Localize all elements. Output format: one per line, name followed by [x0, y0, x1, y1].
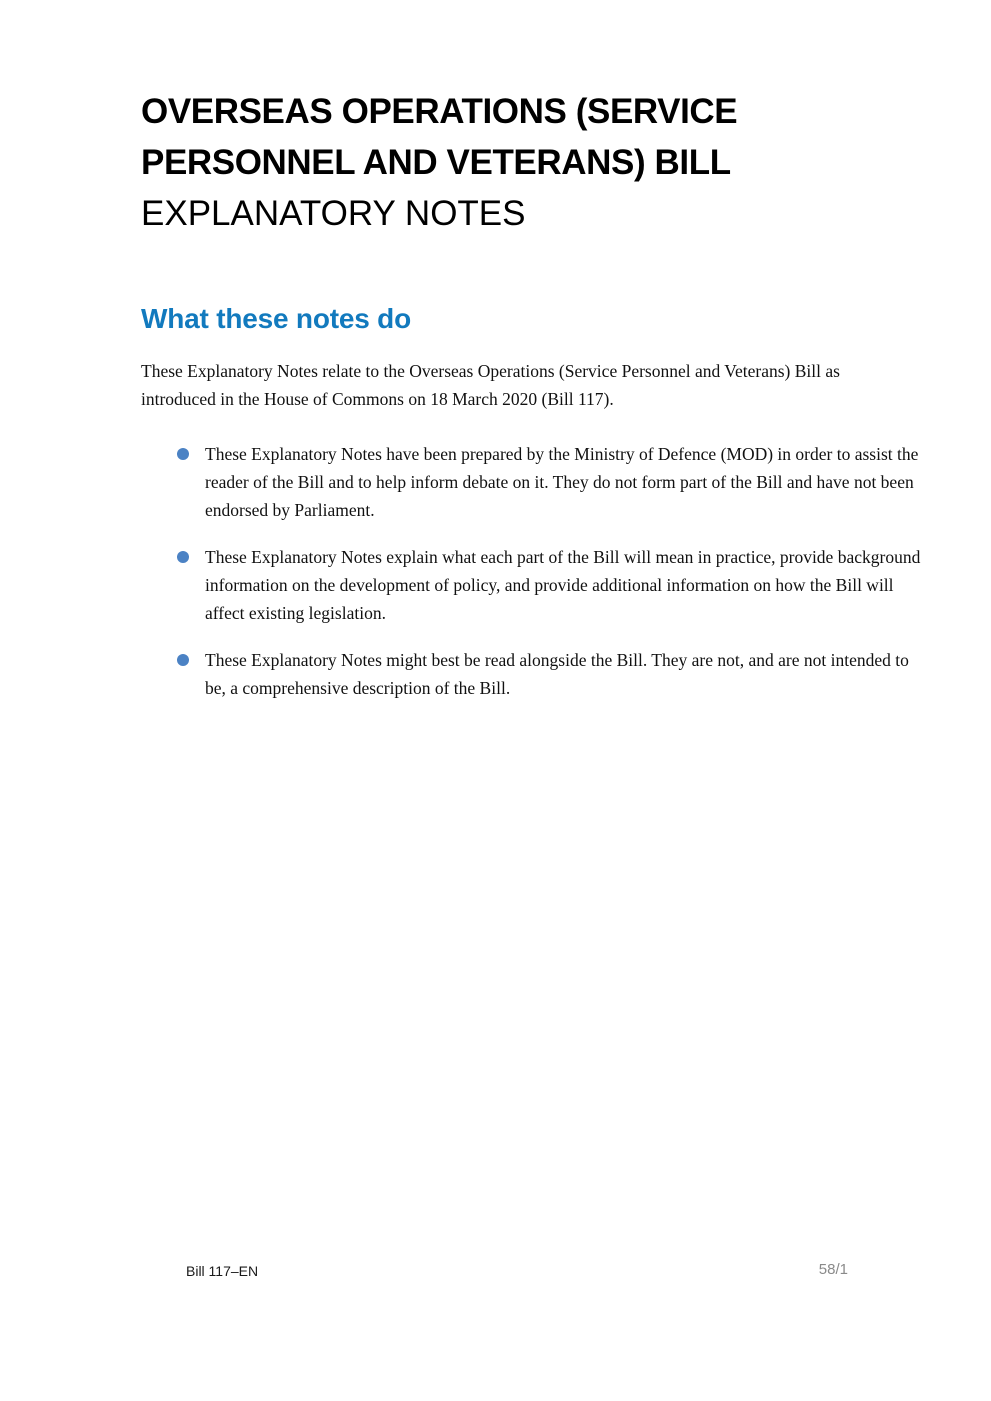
bullet-item [205, 440, 927, 524]
section-heading: What these notes do [141, 303, 411, 334]
bullet-text: These Explanatory Notes have been prepared by the Ministry of Defence (MOD) in order to assist the reader of the Bill and to help inform debate on it. They do not form part of the Bill and have not been endorsed by Parliament. [205, 444, 919, 520]
bullet-icon [177, 551, 189, 563]
bullet-item [205, 646, 927, 702]
document-subtitle: EXPLANATORY NOTES [141, 194, 526, 233]
bullet-icon [177, 654, 189, 666]
bullet-text: These Explanatory Notes might best be read alongside the Bill. They are not, and are not intended to be, a comprehensive description of the Bill. [205, 650, 909, 698]
footer-bill-number: Bill 117–EN [186, 1263, 259, 1279]
bullet-icon [177, 448, 189, 460]
document-title [141, 86, 901, 239]
bullet-item [205, 543, 927, 627]
footer-page-number: 58/1 [818, 1261, 848, 1278]
bullet-text: These Explanatory Notes explain what each part of the Bill will mean in practice, provide background information on the development of policy, and provide additional information on how the Bill will affect existing legislation. [205, 547, 921, 623]
title-line-2: PERSONNEL AND VETERANS) BILL [141, 143, 731, 182]
intro-paragraph: These Explanatory Notes relate to the Overseas Operations (Service Personnel and Veterans) Bill as introduced in the House of Commons on 18 March 2020 (Bill 117). [141, 361, 840, 409]
notes-bullet-list [205, 440, 927, 721]
title-line-1: OVERSEAS OPERATIONS (SERVICE [141, 92, 738, 131]
